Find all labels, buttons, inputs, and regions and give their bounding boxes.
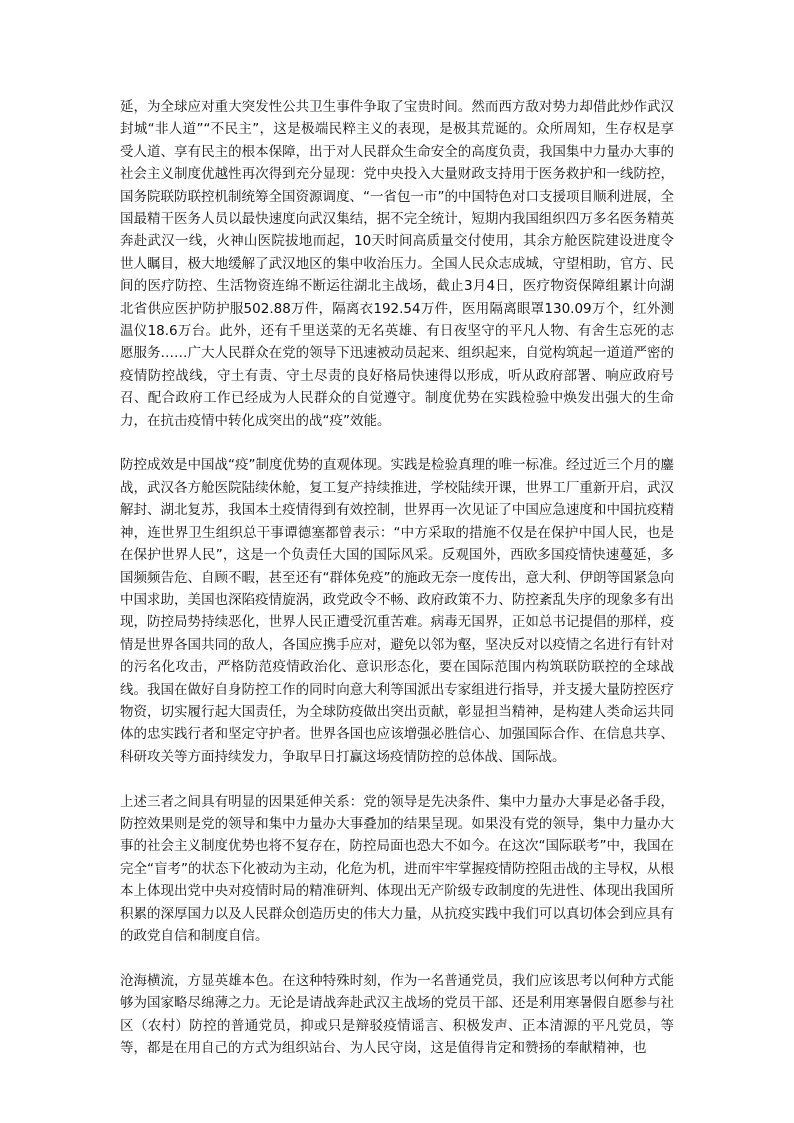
paragraph-1: 延，为全球应对重大突发性公共卫生事件争取了宝贵时间。然而西方敌对势力却借此炒作武汉封城“非人道”“不民主”，这是极端民粹主义的表现，是极其荒诞的。众所周知，生存权是享受人道、享有民主的根本保障，出于对人民群众生命安全的高度负责，我国集中力量办大事的社会主义制度优越性再次得到充分显现：党中央投入大量财政支持用于医务救护和一线防控，国务院联防联控机制统筹全国资源调度、“一省包一市”的中国特色对口支援项目顺利进展，全国最精干医务人员以最快速度向武汉集结，据不完全统计，短期内我国组织四万多名医务精英奔赴武汉一线，火神山医院拔地而起，10天时间高质量交付使用，其余方舱医院建设进度令世人瞩目，极大地缓解了武汉地区的集中收治压力。全国人民众志成城，守望相助，官方、民间的医疗防控、生活物资连绵不断运往湖北主战场，截止3月4日，医疗物资保障组累计向湖北省供应医护防护服502.88万件，隔离衣192.54万件，医用隔离眼罩130.09万个，红外测温仪18.6万台。此外，还有千里送菜的无名英雄、有日夜坚守的平凡人物、有舍生忘死的志愿服务……广大人民群众在党的领导下迅速被动员起来、组织起来，自觉构筑起一道道严密的疫情防控战线，守土有责、守土尽责的良好格局快速得以形成，听从政府部署、响应政府号召、配合政府工作已经成为人民群众的自觉遵守。制度优势在实践检验中焕发出强大的生命力，在抗击疫情中转化成突出的战“疫”效能。 [120, 99, 674, 429]
paragraph-3: 上述三者之间具有明显的因果延伸关系：党的领导是先决条件、集中力量办大事是必备手段，防控效果则是党的领导和集中力量办大事叠加的结果呈现。如果没有党的领导，集中力量办大事的社会主义制度优势也将不复存在，防控局面也恐大不如今。在这次“国际联考”中，我国在完全“盲考”的状态下化被动为主动，化危为机，进而牢牢掌握疫情防控阻击战的主导权，从根本上体现出党中央对疫情时局的精准研判、体现出无产阶级专政制度的先进性、体现出我国所积累的深厚国力以及人民群众创造历史的伟大力量，从抗疫实践中我们可以真切体会到应具有的政党自信和制度自信。 [120, 793, 674, 944]
document-body [120, 96, 674, 1059]
paragraph-4: 沧海横流，方显英雄本色。在这种特殊时刻，作为一名普通党员，我们应该思考以何种方式能够为国家略尽绵薄之力。无论是请战奔赴武汉主战场的党员干部、还是利用寒暑假自愿参与社区（农村）防控的普通党员，抑或只是辩驳疫情谣言、积极发声、正本清源的平凡党员，等等，都是在用自己的方式为组织站台、为人民守岗，这是值得肯定和赞扬的奉献精神，也 [120, 972, 674, 1057]
paragraph-2: 防控成效是中国战“疫”制度优势的直观体现。实践是检验真理的唯一标准。经过近三个月的鏖战，武汉各方舱医院陆续休舱，复工复产持续推进，学校陆续开课，世界工厂重新开启，武汉解封、湖北复苏，我国本土疫情得到有效控制，世界再一次见证了中国应急速度和中国抗疫精神，连世界卫生组织总干事谭德塞都曾表示：“中方采取的措施不仅是在保护中国人民，也是在保护世界人民”，这是一个负责任大国的国际风采。反观国外，西欧多国疫情快速蔓延，多国频频告危、自顾不暇，甚至还有“群体免疫”的施政无奈一度传出，意大利、伊朗等国紧急向中国求助，美国也深陷疫情旋涡，政党政令不畅、政府政策不力、防控紊乱失序的现象多有出现，防控局势持续恶化，世界人民正遭受沉重苦难。病毒无国界，正如总书记提倡的那样，疫情是世界各国共同的敌人，各国应携手应对，避免以邻为壑，坚决反对以疫情之名进行有针对的污名化攻击，严格防范疫情政治化、意识形态化，要在国际范围内构筑联防联控的全球战线。我国在做好自身防控工作的同时向意大利等国派出专家组进行指导，并支援大量防控医疗物资，切实履行起大国责任，为全球防疫做出突出贡献，彰显担当精神，是构建人类命运共同体的忠实践行者和坚定守护者。世界各国也应该增强必胜信心、加强国际合作、在信息共享、科研攻关等方面持续发力，争取早日打赢这场疫情防控的总体战、国际战。 [120, 457, 674, 765]
